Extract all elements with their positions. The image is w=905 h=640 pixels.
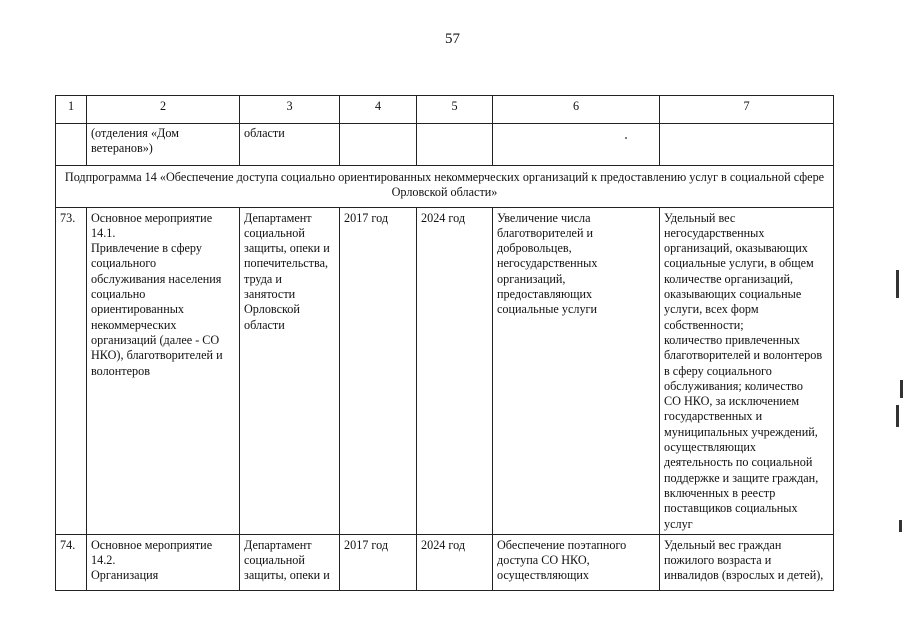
column-header: 2 <box>87 96 240 124</box>
column-header: 4 <box>340 96 417 124</box>
cell-indicators: Удельный вес граждан пожилого возраста и инвалидов (взрослых и детей), <box>660 534 834 590</box>
column-header: 1 <box>56 96 87 124</box>
page-number: 57 <box>445 31 460 47</box>
cell-end-year: 2024 год <box>417 207 493 534</box>
cell-indicators <box>660 124 834 166</box>
column-header: 3 <box>240 96 340 124</box>
cell-number <box>56 124 87 166</box>
scan-edge-mark <box>896 405 899 427</box>
cell-executor: области <box>240 124 340 166</box>
cell-activity: (отделения «Дом ветеранов») <box>87 124 240 166</box>
cell-start-year: 2017 год <box>340 207 417 534</box>
cell-indicators: Удельный вес негосударственных организаций, оказывающих социальные услуги, в общем количестве организаций, оказывающих социальные услуги, всех форм собственности; количество привлеченных благотворителей и волонтеров в сферу социального обслуживания; количество СО НКО, за исключением государственных и муниципальных учреждений, осуществляющих деятельность по социальной поддержке и защите граждан, включенных в реестр поставщиков социальных услуг <box>660 207 834 534</box>
cell-result: Увеличение числа благотворителей и добровольцев, негосударственных организаций, предоставляющих социальные услуги <box>493 207 660 534</box>
table-row <box>56 534 834 590</box>
subprogram-row <box>56 166 834 208</box>
subprogram-title: Подпрограмма 14 «Обеспечение доступа социально ориентированных некоммерческих организаций к предоставлению услуг в социальной сфере Орловской области» <box>56 166 834 208</box>
cell-end-year: 2024 год <box>417 534 493 590</box>
cell-end-year <box>417 124 493 166</box>
cell-result <box>493 124 660 166</box>
cell-executor: Департамент социальной защиты, опеки и попечительства, труда и занятости Орловской области <box>240 207 340 534</box>
scan-edge-mark <box>899 520 902 532</box>
cell-result: Обеспечение поэтапного доступа СО НКО, осуществляющих <box>493 534 660 590</box>
cell-start-year: 2017 год <box>340 534 417 590</box>
table-row <box>56 207 834 534</box>
cell-number: 73. <box>56 207 87 534</box>
column-header: 5 <box>417 96 493 124</box>
column-header: 7 <box>660 96 834 124</box>
column-header: 6 <box>493 96 660 124</box>
document-table <box>55 95 834 591</box>
cell-activity: Основное мероприятие 14.2. Организация <box>87 534 240 590</box>
scan-edge-mark <box>896 270 899 298</box>
scan-speck <box>625 137 627 139</box>
table-header-row <box>56 96 834 124</box>
cell-start-year <box>340 124 417 166</box>
table-row-continuation <box>56 124 834 166</box>
cell-activity: Основное мероприятие 14.1. Привлечение в сферу социального обслуживания населения социально ориентированных некоммерческих организаций (далее - СО НКО), благотворителей и волонтеров <box>87 207 240 534</box>
cell-number: 74. <box>56 534 87 590</box>
cell-executor: Департамент социальной защиты, опеки и <box>240 534 340 590</box>
scan-edge-mark <box>900 380 903 398</box>
